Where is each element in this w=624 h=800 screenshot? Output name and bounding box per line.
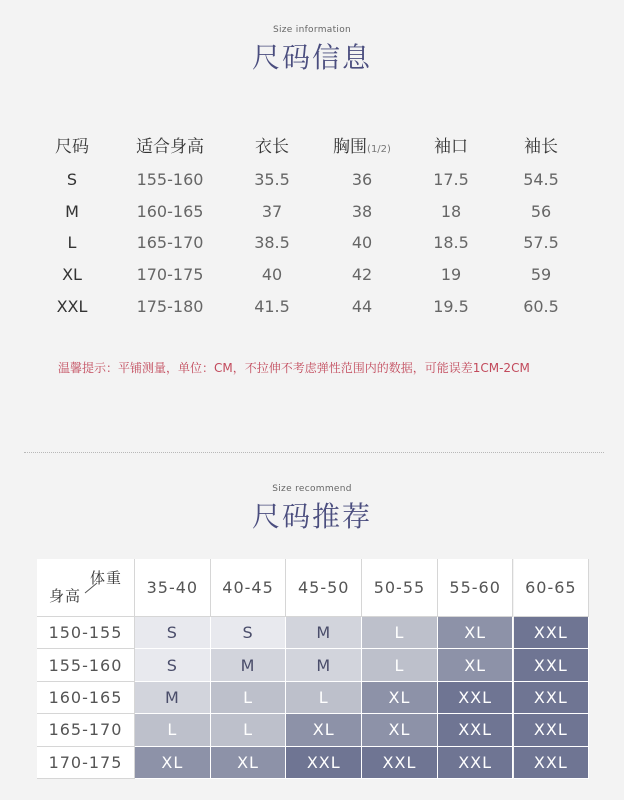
recommend-size-cell: L: [211, 714, 287, 746]
size-info-value-cell: 17.5: [433, 170, 469, 189]
weight-header-cell: 50-55: [362, 559, 438, 617]
size-info-value-cell: 165-170: [136, 233, 204, 252]
corner-height-label: 身高: [49, 587, 82, 605]
recommend-size-cell: XXL: [514, 747, 590, 779]
size-info-value-cell: 37: [261, 202, 283, 221]
size-info-header-row: [0, 131, 624, 163]
recommend-size-cell: XL: [362, 682, 438, 714]
height-row-header: 155-160: [37, 649, 135, 681]
size-info-value-cell: 59: [530, 265, 552, 284]
size-info-value-cell: 19: [440, 265, 462, 284]
recommend-size-cell: XL: [211, 747, 287, 779]
size-info-row: [0, 227, 624, 259]
size-info-header-cell: 胸围(1/2): [333, 137, 391, 157]
size-info-value-cell: 40: [351, 233, 373, 252]
size-info-size-cell: M: [65, 202, 79, 221]
recommend-size-cell: XXL: [286, 747, 362, 779]
size-info-value-cell: 42: [351, 265, 373, 284]
weight-header-cell: 40-45: [211, 559, 287, 617]
recommend-size-cell: XXL: [514, 682, 590, 714]
recommend-size-cell: M: [135, 682, 211, 714]
recommend-size-cell: XL: [438, 649, 514, 681]
recommend-size-cell: XXL: [438, 682, 514, 714]
recommend-size-cell: XXL: [514, 714, 590, 746]
size-recommend-title: 尺码推荐: [251, 500, 372, 533]
recommend-size-cell: M: [286, 617, 362, 649]
size-info-header-cell: 尺码: [55, 137, 89, 157]
size-info-size-cell: XL: [62, 265, 82, 284]
recommend-size-cell: S: [135, 617, 211, 649]
recommend-size-cell: XL: [438, 617, 514, 649]
size-info-value-cell: 38: [351, 202, 373, 221]
size-info-size-cell: S: [66, 170, 78, 189]
size-info-value-cell: 160-165: [136, 202, 204, 221]
height-row-header: 160-165: [37, 682, 135, 714]
size-info-value-cell: 18.5: [433, 233, 469, 252]
size-info-value-cell: 170-175: [136, 265, 204, 284]
recommend-size-cell: XL: [135, 747, 211, 779]
size-info-size-cell: L: [67, 233, 77, 252]
size-info-header-cell: 衣长: [255, 137, 289, 157]
weight-header-cell: 45-50: [286, 559, 362, 617]
recommend-size-cell: XL: [362, 714, 438, 746]
chest-half-note: (1/2): [367, 144, 391, 155]
size-info-title: 尺码信息: [251, 41, 372, 74]
recommend-size-cell: M: [286, 649, 362, 681]
weight-header-cell: 35-40: [135, 559, 211, 617]
size-recommend-grid: [37, 559, 612, 779]
recommend-size-cell: XXL: [438, 714, 514, 746]
size-info-en-label: Size information: [272, 25, 352, 35]
size-info-header-cell: 袖口: [434, 137, 468, 157]
recommend-size-cell: L: [211, 682, 287, 714]
size-info-header-cell: 适合身高: [136, 137, 204, 157]
recommend-size-cell: L: [135, 714, 211, 746]
size-info-value-cell: 35.5: [254, 170, 290, 189]
size-info-header-cell: 袖长: [524, 137, 558, 157]
height-row-header: 150-155: [37, 617, 135, 649]
measurement-tip: 温馨提示：平铺测量，单位：CM，不拉伸不考虑弹性范围内的数据，可能误差1CM-2CM: [58, 361, 530, 375]
size-info-value-cell: 155-160: [136, 170, 204, 189]
size-info-value-cell: 19.5: [433, 297, 469, 316]
size-info-value-cell: 18: [440, 202, 462, 221]
height-row-header: 170-175: [37, 747, 135, 779]
size-info-value-cell: 175-180: [136, 297, 204, 316]
size-info-value-cell: 40: [261, 265, 283, 284]
weight-header-cell: 60-65: [514, 559, 590, 617]
size-info-value-cell: 57.5: [523, 233, 559, 252]
size-info-size-cell: XXL: [56, 297, 88, 316]
height-row-header: 165-170: [37, 714, 135, 746]
recommend-size-cell: XXL: [362, 747, 438, 779]
size-info-value-cell: 36: [351, 170, 373, 189]
section-divider: [24, 452, 604, 453]
corner-weight-label: 体重: [89, 569, 122, 587]
size-info-row: [0, 164, 624, 196]
recommend-size-cell: XXL: [514, 617, 590, 649]
size-info-row: [0, 196, 624, 228]
recommend-size-cell: XL: [286, 714, 362, 746]
recommend-size-cell: M: [211, 649, 287, 681]
size-info-row: [0, 259, 624, 291]
size-info-value-cell: 41.5: [254, 297, 290, 316]
recommend-size-cell: S: [135, 649, 211, 681]
recommend-size-cell: L: [286, 682, 362, 714]
size-info-value-cell: 56: [530, 202, 552, 221]
recommend-size-cell: XXL: [438, 747, 514, 779]
size-info-row: [0, 291, 624, 323]
weight-header-cell: 55-60: [438, 559, 514, 617]
recommend-size-cell: L: [362, 649, 438, 681]
size-info-value-cell: 54.5: [523, 170, 559, 189]
recommend-size-cell: XXL: [514, 649, 590, 681]
size-info-value-cell: 60.5: [523, 297, 559, 316]
recommend-size-cell: L: [362, 617, 438, 649]
size-recommend-en-label: Size recommend: [272, 484, 352, 494]
size-info-value-cell: 44: [351, 297, 373, 316]
size-info-value-cell: 38.5: [254, 233, 290, 252]
grid-corner-cell: [37, 559, 135, 617]
recommend-size-cell: S: [211, 617, 287, 649]
